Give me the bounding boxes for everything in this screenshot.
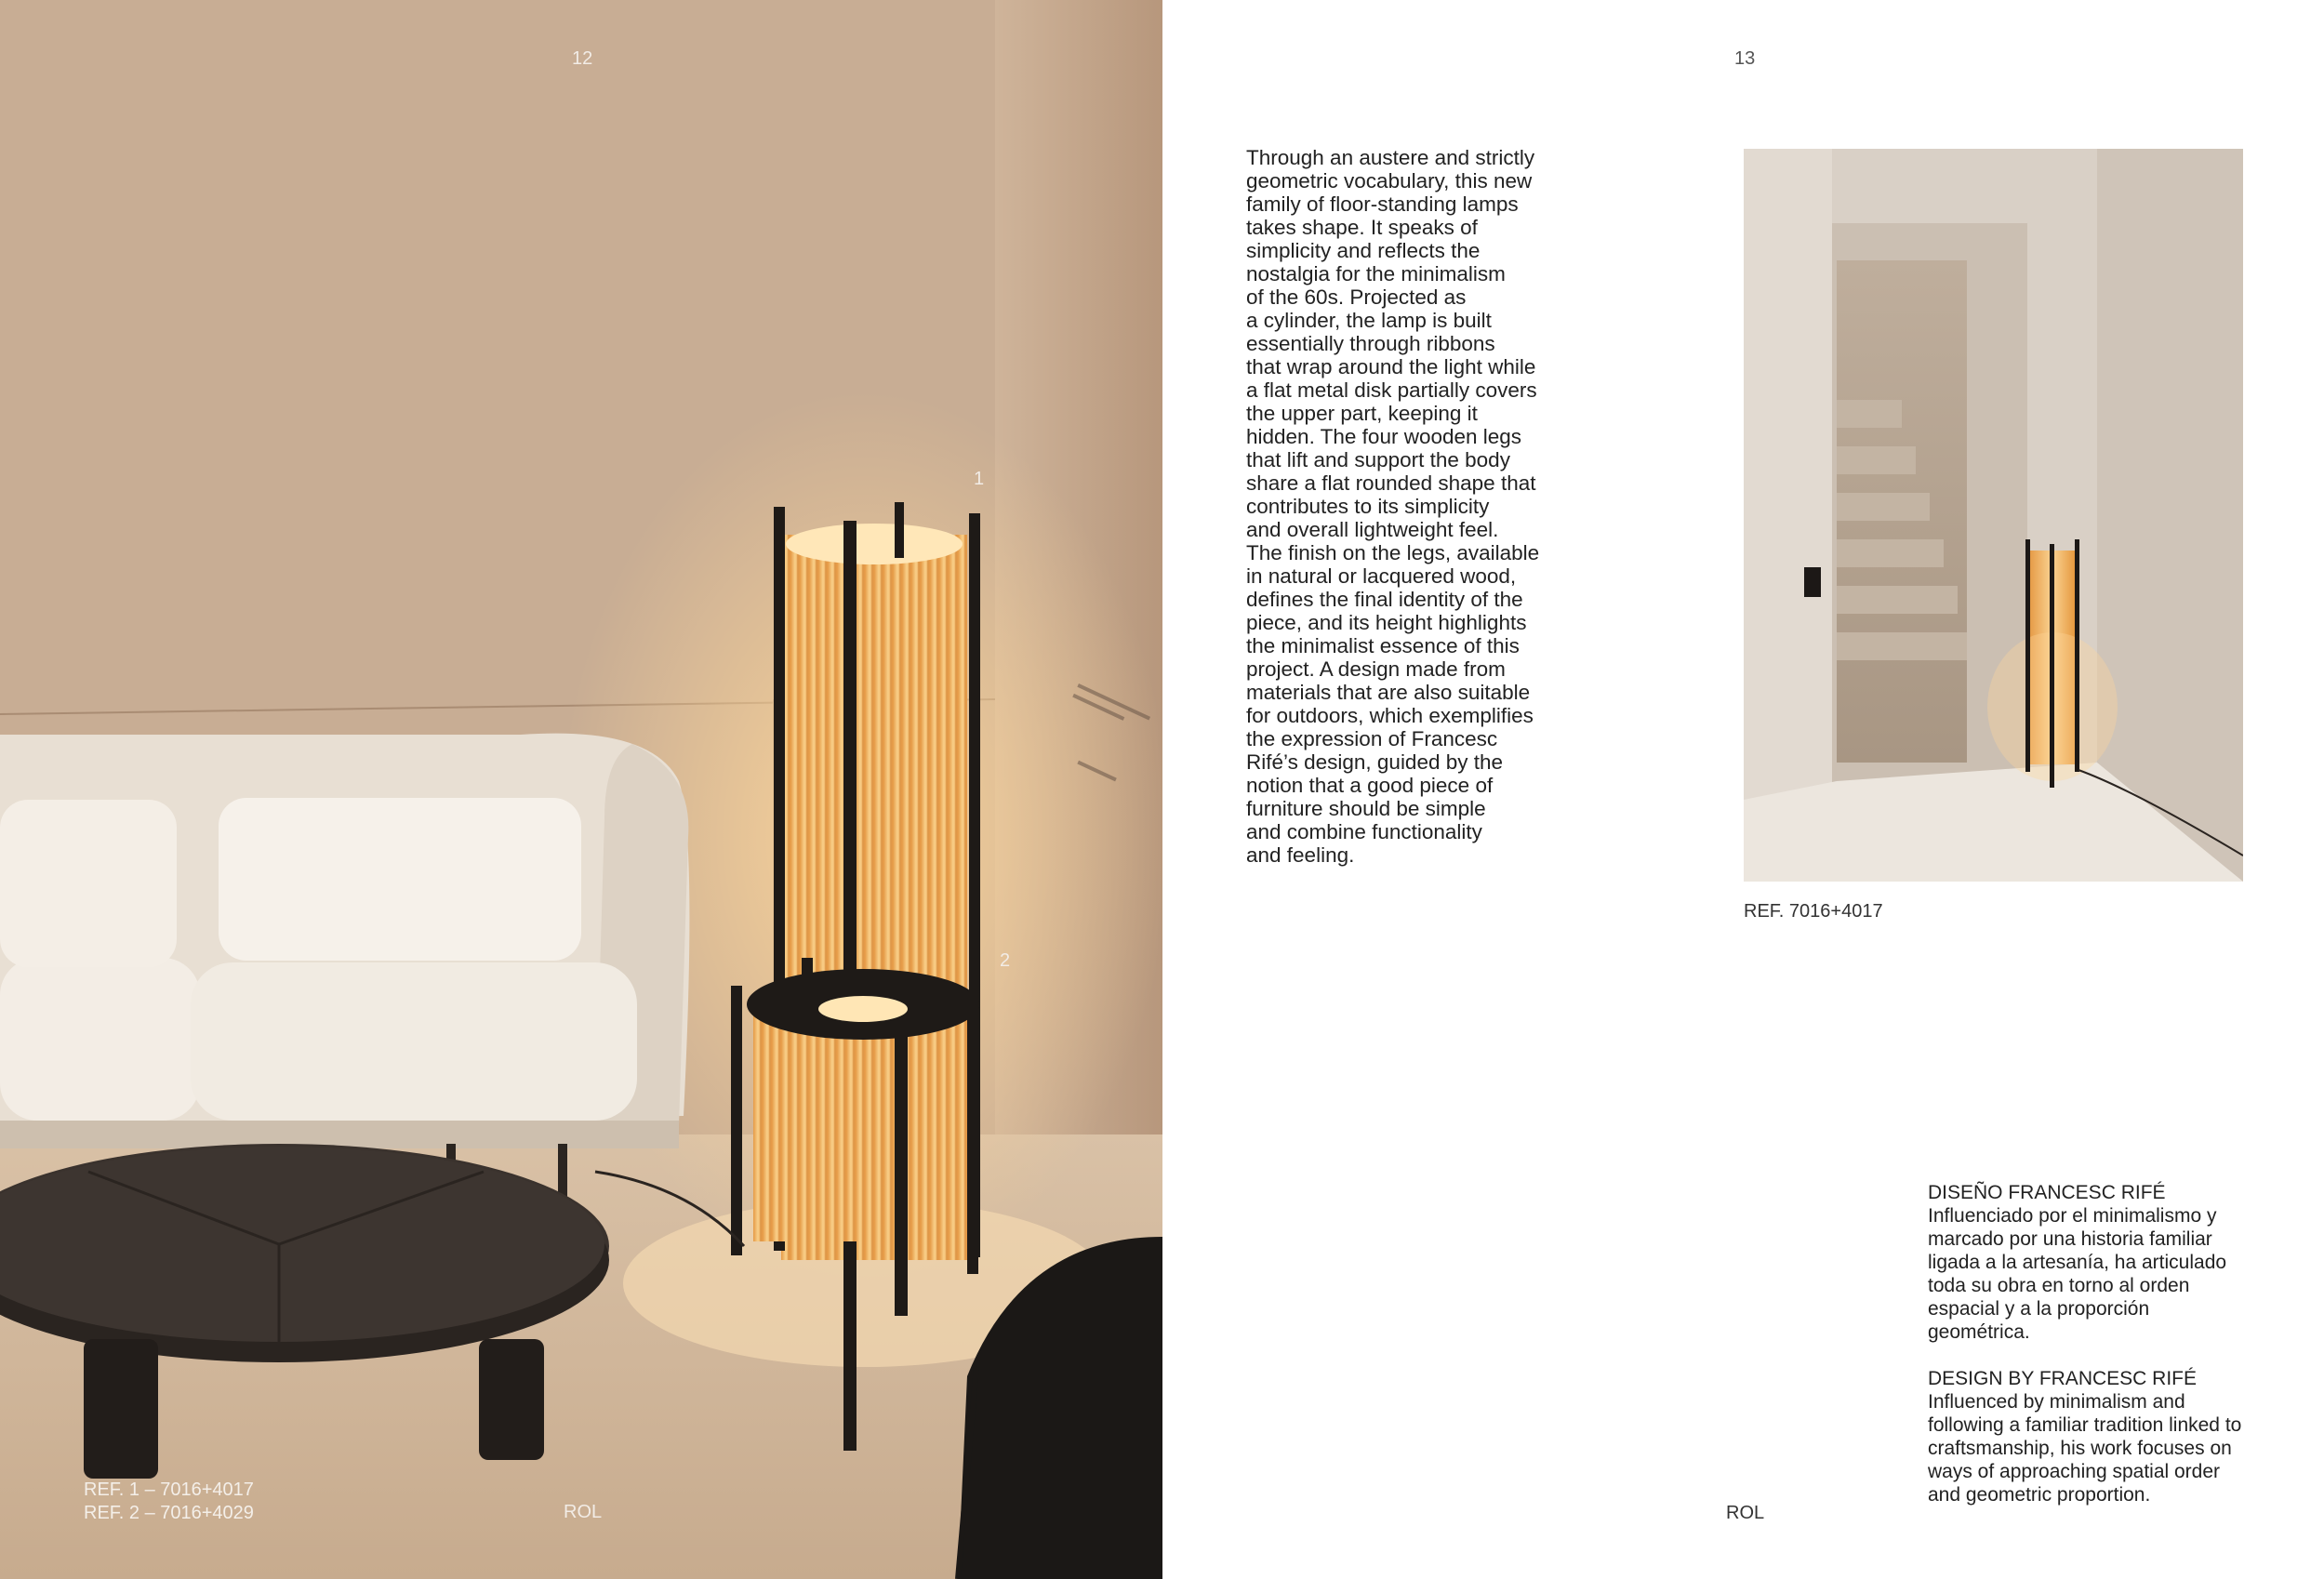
designer-bio-english: DESIGN BY FRANCESC RIFÉ Influenced by minimalism and following a familiar tradition linked to craftsmanship, his work focuses on ways of approaching spatial order and geometric proportion.	[1928, 1368, 2242, 1506]
reference-list	[84, 1479, 254, 1525]
lamp-marker-2: 2	[1000, 950, 1011, 971]
collection-label-left: ROL	[564, 1502, 603, 1522]
right-page	[1162, 0, 2324, 1579]
reference-1: REF. 1 – 7016+4017	[84, 1479, 254, 1500]
designer-bio-spanish: DISEÑO FRANCESC RIFÉ Influenciado por el minimalismo y marcado por una historia familiar ligada a la artesanía, ha articulado toda su obra en torno al orden espacial y a la proporción geométrica.	[1928, 1182, 2227, 1343]
page-number-left: 12	[572, 48, 593, 69]
product-description: Through an austere and strictly geometric vocabulary, this new family of floor-standing lamps takes shape. It speaks of simplicity and reflects the nostalgia for the minimalism of the 60s. Projected as a cylinder, the lamp is built essentially through ribbons that wrap around the light while a flat metal disk partially covers the upper part, keeping it hidden. The four wooden legs that lift and support the body share a flat rounded shape that contributes to its simplicity and overall lightweight feel. The finish on the legs, available in natural or lacquered wood, defines the final identity of the piece, and its height highlights the minimalist essence of this project. A design made from materials that are also suitable for outdoors, which exemplifies the expression of Francesc Rifé’s design, guided by the notion that a good piece of furniture should be simple and combine functionality and feeling.	[1246, 146, 1540, 867]
reference-2: REF. 2 – 7016+4029	[84, 1503, 254, 1523]
page-number-right: 13	[1734, 48, 1756, 69]
lamp-marker-1: 1	[974, 469, 985, 489]
stair-lamp-photo	[1744, 149, 2243, 882]
photo-reference: REF. 7016+4017	[1744, 901, 1883, 922]
collection-label-right: ROL	[1726, 1503, 1765, 1523]
sofa	[0, 734, 689, 1209]
